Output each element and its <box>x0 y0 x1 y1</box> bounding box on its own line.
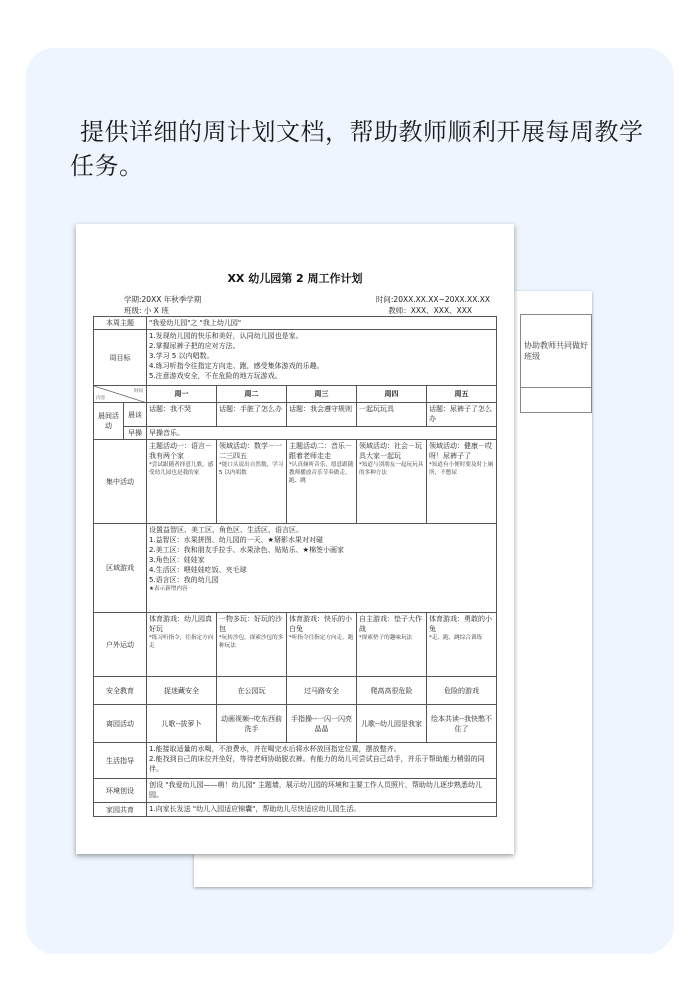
morning-talk-cell: 一起玩玩具 <box>357 403 427 427</box>
focus-cell <box>427 440 497 524</box>
outdoor-cell <box>147 613 217 677</box>
outdoor-note: *听指令往指定方向走、跑 <box>289 635 354 641</box>
morning-exercise-row <box>94 427 497 440</box>
morning-label: 晨间活动 <box>94 403 124 440</box>
diagonal-header-cell <box>94 386 147 403</box>
weekly-plan-document <box>76 224 514 854</box>
time-info: 时间:20XX.XX.XX~20XX.XX.XX <box>375 295 490 304</box>
semester-info: 学期:20XX 年秋季学期 <box>124 295 202 304</box>
area-line: 2.美工区：我和朋友手拉手、水果涂色、贴贴乐、★棉签小画家 <box>149 546 344 554</box>
leave-cell: 儿歌--幼儿园是我家 <box>357 705 427 743</box>
focus-main: 领域活动：数学－一二三四五 <box>219 442 282 460</box>
outdoor-main: 体育游戏：勇敢的小兔 <box>429 615 492 633</box>
document-title: XX 幼儿园第 2 周工作计划 <box>227 272 363 285</box>
area-line: 3.角色区：娃娃家 <box>149 556 205 564</box>
focus-main: 主题活动一：语言－我有两个家 <box>149 442 212 460</box>
area-content <box>147 524 497 613</box>
safety-label: 安全教育 <box>94 677 147 705</box>
focus-note: *知道有小便时要及时上厕所，不憋尿 <box>429 462 494 476</box>
life-content <box>147 743 497 779</box>
home-row <box>94 803 497 817</box>
outdoor-note: *练习听指令，往指定方向走 <box>149 635 214 649</box>
day-header: 周三 <box>287 386 357 403</box>
theme-label: 本周主题 <box>94 317 147 330</box>
goal-item: 2.掌握尿裤子把的应对方法。 <box>149 342 240 350</box>
area-row <box>94 524 497 613</box>
safety-cell: 危险的游戏 <box>427 677 497 705</box>
area-line: 5.语言区：我的幼儿园 <box>149 576 219 584</box>
outdoor-note: *玩转沙包，探索沙包的多种玩法 <box>219 635 284 649</box>
outdoor-cell <box>357 613 427 677</box>
safety-cell: 在公园玩 <box>217 677 287 705</box>
home-content: 1.向家长发送 "幼儿入园适应锦囊"，帮助幼儿尽快适应幼儿园生活。 <box>147 803 497 817</box>
area-line: 1.益智区：水果拼图、幼儿园的一天、★掰影水果对对碰 <box>149 536 323 544</box>
focus-note: *认真倾听音乐，愿意跟随教师播放音乐节奏做走、跑、跳 <box>289 462 354 484</box>
focus-cell <box>287 440 357 524</box>
goal-item: 3.学习 5 以内唱数。 <box>149 352 214 360</box>
leave-row <box>94 705 497 743</box>
class-info: 班级: 小 X 班 <box>124 306 169 315</box>
safety-cell: 捉迷藏安全 <box>147 677 217 705</box>
env-label: 环境创设 <box>94 779 147 803</box>
morning-talk-cell: 话题：手脏了怎么办 <box>217 403 287 427</box>
goal-item: 4.练习听指令往指定方向走、跑，感受集体游戏的乐趣。 <box>149 362 324 370</box>
goal-item: 1.发现幼儿园的快乐和美好，认同幼儿园也是家。 <box>149 332 303 340</box>
focus-note: *尝试跟随者择意儿歌，感受幼儿园也是我的家 <box>149 462 214 476</box>
leave-label: 离园活动 <box>94 705 147 743</box>
focus-main: 领域活动：健康－哎呀！尿裤子了 <box>429 442 492 460</box>
diag-time-label: 时间 <box>133 389 143 394</box>
headline: 提供详细的周计划文档，帮助教师顺利开展每周教学任务。 <box>70 118 644 180</box>
theme-row <box>94 317 497 330</box>
morning-talk-label: 晨谈 <box>124 403 147 427</box>
goals-list <box>147 330 497 386</box>
morning-exercise-label: 早操 <box>124 427 147 440</box>
goals-label: 周目标 <box>94 330 147 386</box>
leave-cell: 绘本共读--我快憋不住了 <box>427 705 497 743</box>
outdoor-row <box>94 613 497 677</box>
safety-cell: 爬高高很危险 <box>357 677 427 705</box>
day-header-row <box>94 386 497 403</box>
outdoor-main: 体育游戏：幼儿园真好玩 <box>149 615 212 633</box>
focus-note: *能口头说出自然数，学习 5 以内唱数 <box>219 462 284 476</box>
outdoor-cell <box>287 613 357 677</box>
outdoor-note: *走、跑、跳综合训练 <box>429 635 483 641</box>
home-label: 家园共育 <box>94 803 147 817</box>
teacher-info: 教师：XXX、XXX、XXX <box>388 306 472 315</box>
focus-cell <box>357 440 427 524</box>
outdoor-label: 户外运动 <box>94 613 147 677</box>
morning-talk-cell: 话题：我不哭 <box>147 403 217 427</box>
life-line: 1.能接取适量的水喝，不浪费水，并在喝完水后将水杯放回指定位置，摆放整齐。 <box>149 745 401 753</box>
area-line: 4.生活区：喂娃娃吃饭、夹毛球 <box>149 566 247 574</box>
focus-row <box>94 440 497 524</box>
focus-note: *知道与别朋友一起玩玩具的多种方法 <box>359 462 424 476</box>
outdoor-main: 体育游戏：快乐的小白兔 <box>289 615 352 633</box>
focus-cell <box>217 440 287 524</box>
outdoor-cell <box>217 613 287 677</box>
life-label: 生活指导 <box>94 743 147 779</box>
goals-row <box>94 330 497 386</box>
safety-row <box>94 677 497 705</box>
morning-talk-cell: 话题：尿裤子了怎么办 <box>427 403 497 427</box>
safety-cell: 过马路安全 <box>287 677 357 705</box>
area-line: 设置益智区、美工区、角色区、生活区、语言区。 <box>149 526 303 534</box>
leave-cell: 动画视频--吃东西前洗手 <box>217 705 287 743</box>
outdoor-note: *探索垫子的趣味玩法 <box>359 635 413 641</box>
env-row <box>94 779 497 803</box>
focus-main: 领域活动：社会－玩具大家一起玩 <box>359 442 422 460</box>
focus-cell <box>147 440 217 524</box>
focus-label: 集中活动 <box>94 440 147 524</box>
area-note: ★表示新增内容 <box>149 586 188 592</box>
env-content: 创设 "我爱幼儿园——萌！幼儿园" 主题墙，展示幼儿园的环境和主要工作人员照片，帮助幼儿逐步熟悉幼儿园。 <box>147 779 497 803</box>
back-page-table-fragment <box>520 314 592 413</box>
leave-cell: 手指操--一闪一闪亮晶晶 <box>287 705 357 743</box>
life-row <box>94 743 497 779</box>
goal-item: 5.注意游戏安全，不在危险的地方玩游戏。 <box>149 372 282 380</box>
morning-exercise-value: 早操音乐。 <box>147 427 497 440</box>
theme-value: "我爱幼儿园"之 "我上幼儿园" <box>147 317 497 330</box>
day-header: 周一 <box>147 386 217 403</box>
back-page-cell: 协助教师共同做好班级 <box>521 315 592 388</box>
plan-table <box>93 316 497 817</box>
morning-talk-cell: 话题：我会遵守规则 <box>287 403 357 427</box>
morning-talk-row <box>94 403 497 427</box>
area-label: 区域游戏 <box>94 524 147 613</box>
outdoor-cell <box>427 613 497 677</box>
outdoor-main: 自主游戏：垫子大作战 <box>359 615 422 633</box>
day-header: 周五 <box>427 386 497 403</box>
focus-main: 主题活动二：音乐－跟着老师走走 <box>289 442 352 460</box>
diag-content-label: 内容 <box>96 396 106 401</box>
leave-cell: 儿歌--拔萝卜 <box>147 705 217 743</box>
day-header: 周四 <box>357 386 427 403</box>
life-line: 2.能找到自己的床位并坐好，等待老师协助脱衣裤。有能力的幼儿可尝试自己动手，并乐于帮助能力稍弱的同伴。 <box>149 755 485 773</box>
outdoor-main: 一物多玩：好玩的沙包 <box>219 615 282 633</box>
day-header: 周二 <box>217 386 287 403</box>
back-page-cell-empty <box>521 388 592 413</box>
